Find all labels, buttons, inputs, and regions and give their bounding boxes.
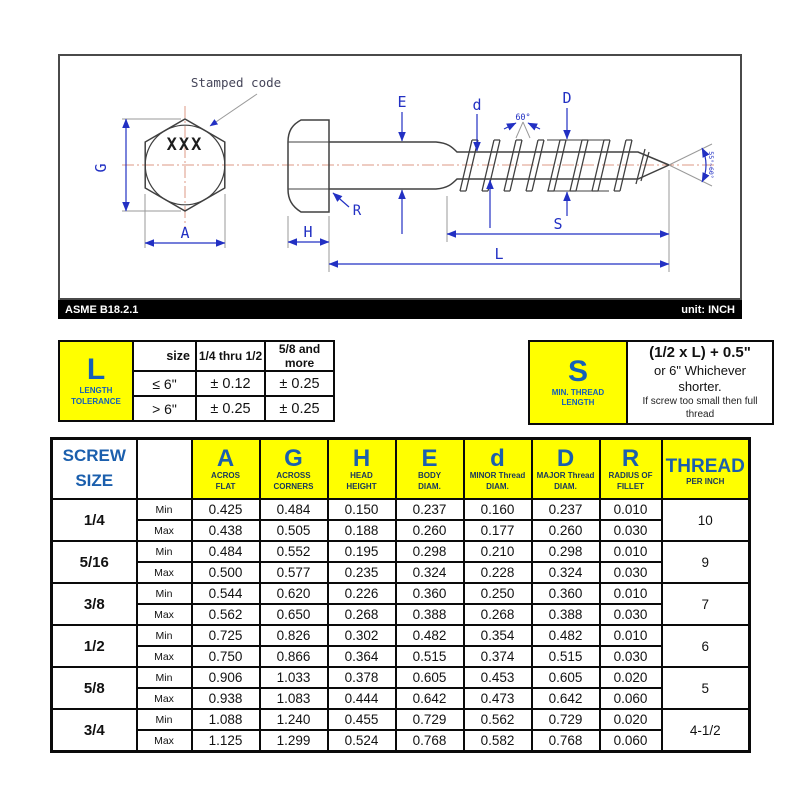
cell-value: 0.150 (328, 499, 396, 520)
cell-value: 0.268 (464, 604, 532, 625)
column-header-H (328, 439, 396, 500)
cell-value: 0.010 (600, 541, 662, 562)
length-tolerance-table (58, 340, 335, 422)
tolerance-value: ± 0.25 (265, 396, 334, 421)
cell-value: 0.562 (192, 604, 260, 625)
screw-size-value: 3/8 (52, 583, 137, 625)
column-desc: HEIGHT (346, 482, 377, 492)
max-label: Max (137, 646, 192, 667)
cell-value: 0.030 (600, 604, 662, 625)
cell-value: 1.125 (192, 730, 260, 752)
cell-value: 0.562 (464, 709, 532, 730)
threads-per-inch-value: 4-1/2 (662, 709, 750, 752)
unit-label: unit: INCH (681, 303, 735, 316)
symbol-name: LENGTH (79, 385, 113, 395)
column-header-D (532, 439, 600, 500)
cell-value: 0.605 (396, 667, 464, 688)
cell-value: 0.010 (600, 499, 662, 520)
cell-value: 0.060 (600, 730, 662, 752)
cell-value: 0.228 (464, 562, 532, 583)
table-row (52, 646, 750, 667)
cell-value: 0.484 (260, 499, 328, 520)
label-L: L (494, 245, 504, 263)
max-label: Max (137, 520, 192, 541)
cell-value: 0.302 (328, 625, 396, 646)
threads-per-inch-value: 5 (662, 667, 750, 709)
cell-value: 0.582 (464, 730, 532, 752)
threads-per-inch-value: 7 (662, 583, 750, 625)
cell-value: 0.425 (192, 499, 260, 520)
cell-value: 0.160 (464, 499, 532, 520)
standard-bar (58, 300, 742, 319)
stamped-code-label: Stamped code (190, 75, 282, 90)
cell-value: 0.642 (396, 688, 464, 709)
tolerance-value: ± 0.25 (196, 396, 265, 421)
column-letter: D (556, 445, 575, 473)
col-header: 5/8 and more (265, 341, 334, 371)
thread-angle-label: 60° (515, 113, 531, 123)
cell-value: 0.473 (464, 688, 532, 709)
screw-size-value: 3/4 (52, 709, 137, 752)
column-header-A (192, 439, 260, 500)
cell-value: 0.177 (464, 520, 532, 541)
cell-value: 0.237 (532, 499, 600, 520)
cell-value: 0.260 (396, 520, 464, 541)
point-angle-label: 55°~60° (707, 151, 715, 179)
cell-value: 0.188 (328, 520, 396, 541)
min-label: Min (137, 583, 192, 604)
cell-value: 0.729 (396, 709, 464, 730)
symbol-name: LENGTH (561, 398, 595, 408)
standard-name: ASME B18.2.1 (65, 303, 139, 316)
symbol-L: L (86, 353, 106, 387)
max-label: Max (137, 604, 192, 625)
threads-per-inch-value: 9 (662, 541, 750, 583)
cell-value: 0.500 (192, 562, 260, 583)
label-S: S (553, 215, 563, 233)
column-desc: ACROS (211, 471, 240, 481)
cell-value: 1.083 (260, 688, 328, 709)
min-thread-symbol-cell (529, 341, 627, 424)
column-letter: G (284, 445, 303, 473)
header-text: SIZE (75, 471, 114, 490)
cell-value: 0.210 (464, 541, 532, 562)
size-condition: > 6" (133, 396, 196, 421)
column-letter: R (621, 445, 640, 473)
table-row (52, 562, 750, 583)
cell-value: 0.010 (600, 625, 662, 646)
column-desc: FILLET (616, 482, 645, 492)
cell-value: 0.195 (328, 541, 396, 562)
min-label: Min (137, 667, 192, 688)
cell-value: 0.544 (192, 583, 260, 604)
label-E: E (397, 93, 407, 111)
label-G: G (92, 163, 110, 173)
cell-value: 0.438 (192, 520, 260, 541)
threads-per-inch-value: 6 (662, 625, 750, 667)
tolerance-value: ± 0.12 (196, 371, 265, 396)
column-header-thread (662, 439, 750, 500)
cell-value: 0.030 (600, 562, 662, 583)
cell-value: 0.515 (532, 646, 600, 667)
cell-value: 0.453 (464, 667, 532, 688)
table-row (52, 520, 750, 541)
symbol-name: MIN. THREAD (551, 387, 605, 397)
cell-value: 0.866 (260, 646, 328, 667)
column-desc: DIAM. (486, 482, 509, 492)
stamped-code-text: XXX (166, 135, 204, 155)
column-letter: THREAD (665, 456, 745, 478)
cell-value: 0.444 (328, 688, 396, 709)
cell-value: 0.324 (396, 562, 464, 583)
length-tolerance-symbol-cell (59, 341, 133, 421)
tolerance-value: ± 0.25 (265, 371, 334, 396)
screw-size-value: 5/8 (52, 667, 137, 709)
column-letter: E (421, 445, 438, 473)
dimension-lines (126, 108, 706, 264)
cell-value: 0.250 (464, 583, 532, 604)
cell-value: 0.482 (396, 625, 464, 646)
label-d: d (472, 96, 482, 114)
cell-value: 0.237 (396, 499, 464, 520)
label-R: R (352, 203, 362, 219)
column-header-G (260, 439, 328, 500)
threads (460, 140, 649, 191)
size-header: size (133, 341, 196, 371)
cell-value: 0.826 (260, 625, 328, 646)
lag-screw-diagram (60, 56, 740, 297)
cell-value: 0.388 (532, 604, 600, 625)
cell-value: 0.030 (600, 646, 662, 667)
label-D: D (562, 89, 572, 107)
column-desc: ACROSS (276, 471, 311, 481)
screw-size-value: 1/4 (52, 499, 137, 541)
cell-value: 0.298 (396, 541, 464, 562)
formula-line: or 6" Whichever shorter. (653, 362, 747, 394)
cell-value: 0.515 (396, 646, 464, 667)
cell-value: 0.484 (192, 541, 260, 562)
cell-value: 0.552 (260, 541, 328, 562)
cell-value: 0.324 (532, 562, 600, 583)
cell-value: 1.033 (260, 667, 328, 688)
column-letter: H (352, 445, 371, 473)
cell-value: 0.605 (532, 667, 600, 688)
thread-angle-arrow-left (504, 123, 516, 129)
screw-size-value: 1/2 (52, 625, 137, 667)
table-row (52, 688, 750, 709)
blank-header (137, 439, 192, 500)
min-thread-length-table (528, 340, 774, 425)
min-thread-formula-cell (627, 341, 773, 424)
cell-value: 0.260 (532, 520, 600, 541)
extension-lines (122, 94, 712, 272)
min-label: Min (137, 541, 192, 562)
cell-value: 1.299 (260, 730, 328, 752)
column-letter: d (490, 445, 505, 473)
cell-value: 0.388 (396, 604, 464, 625)
cell-value: 0.642 (532, 688, 600, 709)
column-desc: RADIUS OF (608, 471, 653, 481)
cell-value: 0.938 (192, 688, 260, 709)
column-desc: BODY (417, 471, 442, 481)
cell-value: 0.354 (464, 625, 532, 646)
min-label: Min (137, 709, 192, 730)
hex-head-side (288, 120, 329, 212)
column-desc: MAJOR Thread (536, 471, 595, 481)
size-condition: ≤ 6" (133, 371, 196, 396)
cell-value: 0.378 (328, 667, 396, 688)
screw-size-header (52, 439, 137, 500)
table-row (52, 604, 750, 625)
cell-value: 0.020 (600, 667, 662, 688)
threads-per-inch-value: 10 (662, 499, 750, 541)
cell-value: 0.577 (260, 562, 328, 583)
column-header-R (600, 439, 662, 500)
cell-value: 0.060 (600, 688, 662, 709)
cell-value: 0.010 (600, 583, 662, 604)
column-letter: A (216, 445, 235, 473)
cell-value: 0.505 (260, 520, 328, 541)
cell-value: 0.725 (192, 625, 260, 646)
column-header-d (464, 439, 532, 500)
cell-value: 0.524 (328, 730, 396, 752)
screw-dimensions-table (50, 437, 751, 753)
cell-value: 0.482 (532, 625, 600, 646)
table-row (52, 541, 750, 562)
table-row (52, 625, 750, 646)
col-header: 1/4 thru 1/2 (196, 341, 265, 371)
thread-angle-arrow-right (528, 123, 540, 129)
min-label: Min (137, 499, 192, 520)
column-desc: MINOR Thread (469, 471, 526, 481)
cell-value: 0.020 (600, 709, 662, 730)
cell-value: 0.374 (464, 646, 532, 667)
table-row (52, 709, 750, 730)
table-row (52, 499, 750, 520)
cell-value: 0.235 (328, 562, 396, 583)
cell-value: 1.088 (192, 709, 260, 730)
cell-value: 0.364 (328, 646, 396, 667)
column-desc: CORNERS (273, 482, 314, 492)
cell-value: 0.650 (260, 604, 328, 625)
cell-value: 0.768 (532, 730, 600, 752)
max-label: Max (137, 730, 192, 752)
formula-note: If screw too small then full thread (642, 396, 758, 421)
column-desc: PER INCH (686, 477, 725, 487)
symbol-name: TOLERANCE (71, 396, 121, 406)
column-desc: FLAT (215, 482, 236, 492)
header-text: SCREW (62, 446, 126, 466)
cell-value: 0.768 (396, 730, 464, 752)
cell-value: 0.620 (260, 583, 328, 604)
cell-value: 0.455 (328, 709, 396, 730)
label-A: A (180, 224, 190, 242)
min-label: Min (137, 625, 192, 646)
cell-value: 0.750 (192, 646, 260, 667)
table-row (52, 730, 750, 752)
max-label: Max (137, 562, 192, 583)
cell-value: 0.226 (328, 583, 396, 604)
cell-value: 0.360 (396, 583, 464, 604)
screw-size-value: 5/16 (52, 541, 137, 583)
formula-line: (1/2 x L) + 0.5" (649, 344, 751, 361)
cell-value: 0.360 (532, 583, 600, 604)
cell-value: 1.240 (260, 709, 328, 730)
symbol-S: S (567, 355, 588, 389)
cell-value: 0.298 (532, 541, 600, 562)
cell-value: 0.729 (532, 709, 600, 730)
column-header-E (396, 439, 464, 500)
header-row (52, 439, 750, 500)
column-desc: HEAD (350, 471, 373, 481)
lag-screw-drawing-panel (58, 54, 742, 300)
table-row (52, 583, 750, 604)
table-row (52, 667, 750, 688)
cell-value: 0.030 (600, 520, 662, 541)
fillet-leader (333, 193, 349, 207)
column-desc: DIAM. (418, 482, 441, 492)
column-desc: DIAM. (554, 482, 577, 492)
cell-value: 0.906 (192, 667, 260, 688)
cell-value: 0.268 (328, 604, 396, 625)
label-H: H (303, 223, 313, 241)
max-label: Max (137, 688, 192, 709)
